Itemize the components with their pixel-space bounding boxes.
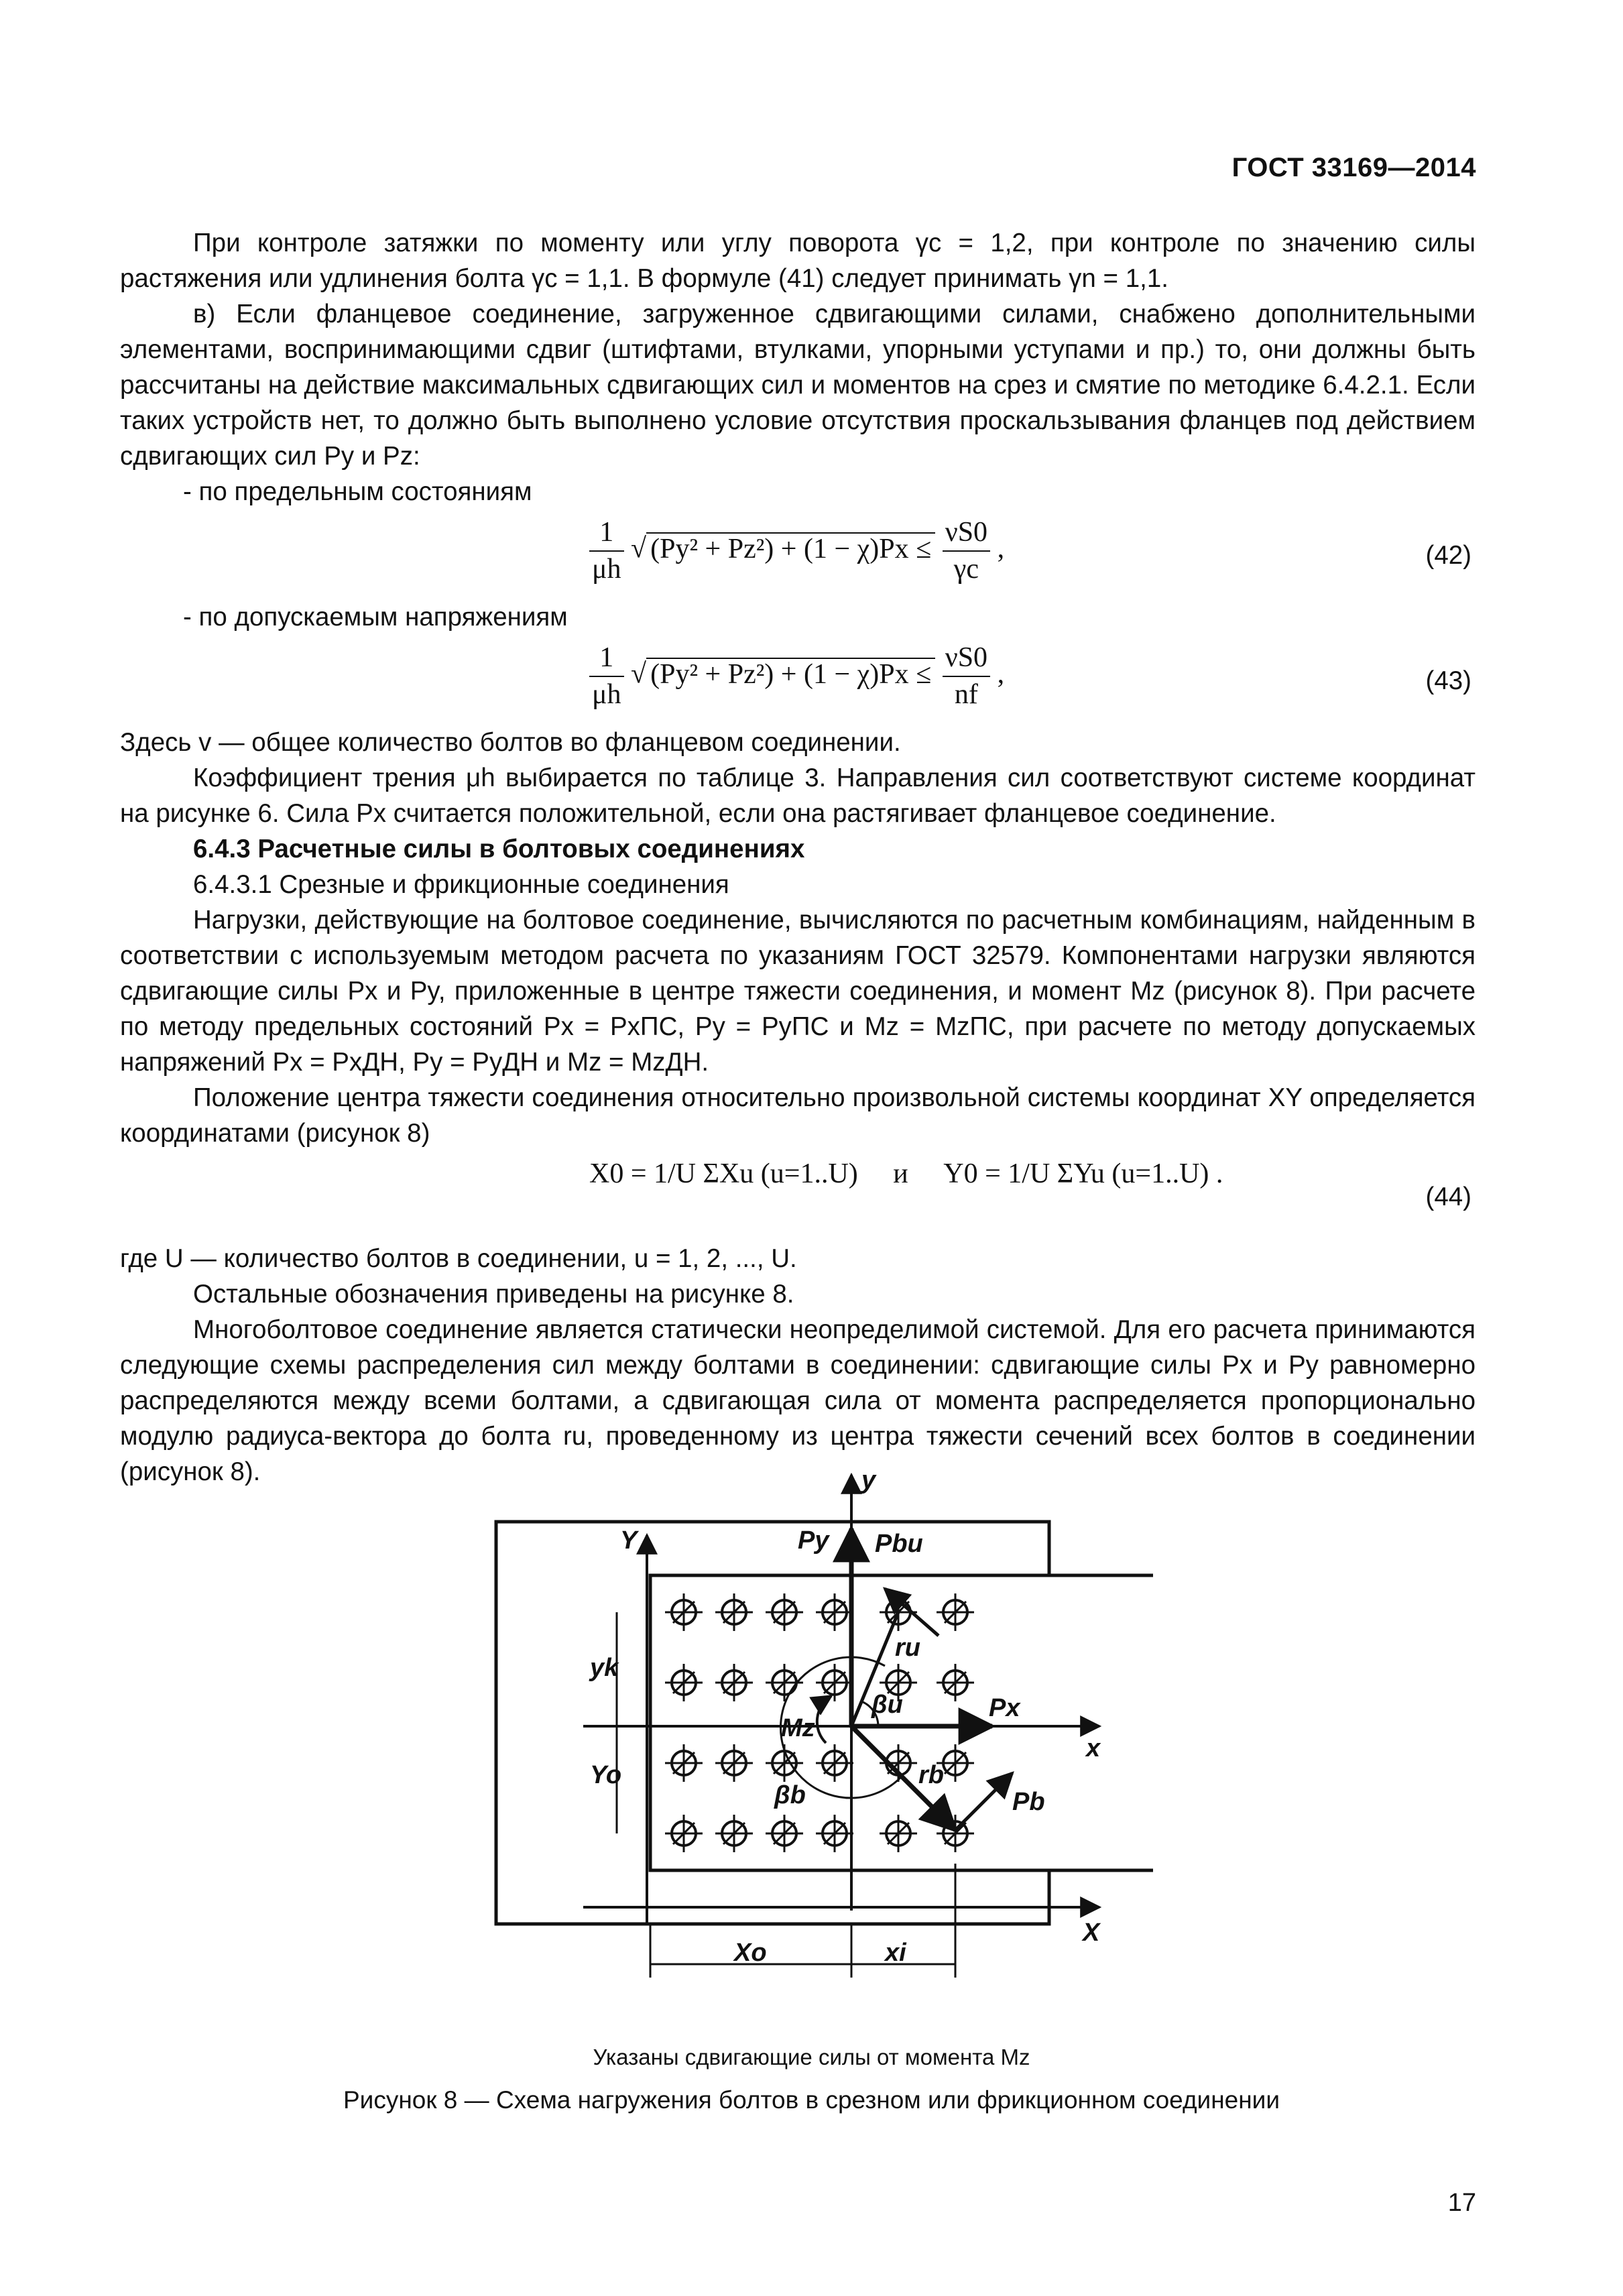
paragraph: При контроле затяжки по моменту или углу поворота γc = 1,2, при контроле по значению силы растяжения или удлинения болта γc = 1,1. В формуле (41) следует принимать γn = 1,1. [120, 229, 1476, 293]
formula-42 [120, 515, 1476, 594]
label-X: X [1083, 1919, 1100, 1947]
label-beta-u: βu [871, 1691, 903, 1719]
formula-44 [120, 1156, 1476, 1235]
label-beta-b: βb [774, 1781, 806, 1809]
label-px: Px [989, 1694, 1020, 1722]
formula-expression: $\frac{1}{\mu h}$ √ (Py² + Pz²) + (1 − χ)Px ≤ $\frac{\nu S0}{\gamma c}$ , [589, 515, 1004, 587]
label-Xo: Xo [734, 1939, 767, 1967]
subsection-title: 6.4.3.1 Срезные и фрикционные соединения [193, 870, 729, 899]
label-Yo: Yo [590, 1761, 622, 1789]
label-mz: Mz [781, 1714, 815, 1742]
bolt-diagram [483, 1461, 1153, 2038]
formula-number: (43) [1425, 666, 1471, 695]
formula-43 [120, 640, 1476, 719]
label-x: x [1086, 1734, 1101, 1762]
label-rb: rb [918, 1761, 944, 1789]
page-number: 17 [1447, 2189, 1476, 2217]
paragraph: Коэффициент трения μh выбирается по таблице 3. Направления сил соответствуют системе координат на рисунке 6. Сила Px считается положительной, если она растягивает фланцевое соединение. [120, 764, 1476, 828]
section-title: 6.4.3 Расчетные силы в болтовых соединениях [193, 835, 805, 863]
label-py: Py [798, 1526, 829, 1555]
list-item: - по допускаемым напряжениям [183, 603, 568, 631]
formula-expression: X0 = 1/U ΣXu (u=1..U) и Y0 = 1/U ΣYu (u=1..U) . [589, 1158, 1223, 1189]
label-yk: yk [590, 1654, 619, 1682]
paragraph: Нагрузки, действующие на болтовое соединение, вычисляются по расчетным комбинациям, найденным в соответствии с используемым методом расчета по указаниям ГОСТ 32579. Компонентами нагрузки являются сдвигающие силы Px и Py, приложенные в центре тяжести соединения, и момент Mz (рисунок 8). При расчете по методу предельных состояний Px = PxПС, Py = PyПС и Mz = MzПС, при расчете по методу допускаемых напряжений Px = PxДН, Py = PyДН и Mz = MzДН. [120, 906, 1476, 1077]
doc-header: ГОСТ 33169—2014 [1231, 153, 1476, 182]
label-pbu: Pbu [875, 1530, 923, 1558]
label-ru: ru [895, 1634, 920, 1662]
paragraph: Остальные обозначения приведены на рисунке 8. [193, 1280, 794, 1309]
label-y: y [861, 1466, 876, 1494]
label-xi: xi [885, 1939, 906, 1967]
paragraph: Положение центра тяжести соединения относительно произвольной системы координат XY определяется координатами (рисунок 8) [120, 1083, 1476, 1148]
formula-number: (42) [1425, 541, 1471, 570]
label-Y: Y [620, 1526, 638, 1555]
figure-caption: Рисунок 8 — Схема нагружения болтов в срезном или фрикционном соединении [343, 2086, 1280, 2114]
paragraph: Здесь v — общее количество болтов во фланцевом соединении. [120, 728, 901, 757]
figure-note: Указаны сдвигающие силы от момента Mz [593, 2045, 1030, 2069]
formula-expression: $\frac{1}{\mu h}$ √ (Py² + Pz²) + (1 − χ)Px ≤ $\frac{\nu S0}{nf}$ , [589, 640, 1004, 713]
paragraph: в) Если фланцевое соединение, загруженное сдвигающими силами, снабжено дополнительными элементами, воспринимающими сдвиг (штифтами, втулками, упорными уступами и пр.) то, они должны быть рассчитаны на действие максимальных сдвигающих сил и моментов на срез и смятие по методике 6.4.2.1. Если таких устройств нет, то должно быть выполнено условие отсутствия проскальзывания фланцев под действием сдвигающих сил Py и Pz: [120, 300, 1476, 471]
list-item: - по предельным состояниям [183, 477, 532, 506]
paragraph: Многоболтовое соединение является статически неопределимой системой. Для его расчета принимаются следующие схемы распределения сил между болтами в соединении: сдвигающие силы Px и Py равномерно распределяются между всеми болтами, а сдвигающая сила от момента распределяется пропорционально модулю радиуса-вектора до болта ru, проведенному из центра тяжести сечений всех болтов в соединении (рисунок 8). [120, 1315, 1476, 1486]
body-text [120, 225, 1476, 1490]
paragraph: где U — количество болтов в соединении, u = 1, 2, ..., U. [120, 1244, 797, 1273]
formula-number: (44) [1425, 1183, 1471, 1211]
label-pb: Pb [1012, 1788, 1045, 1816]
